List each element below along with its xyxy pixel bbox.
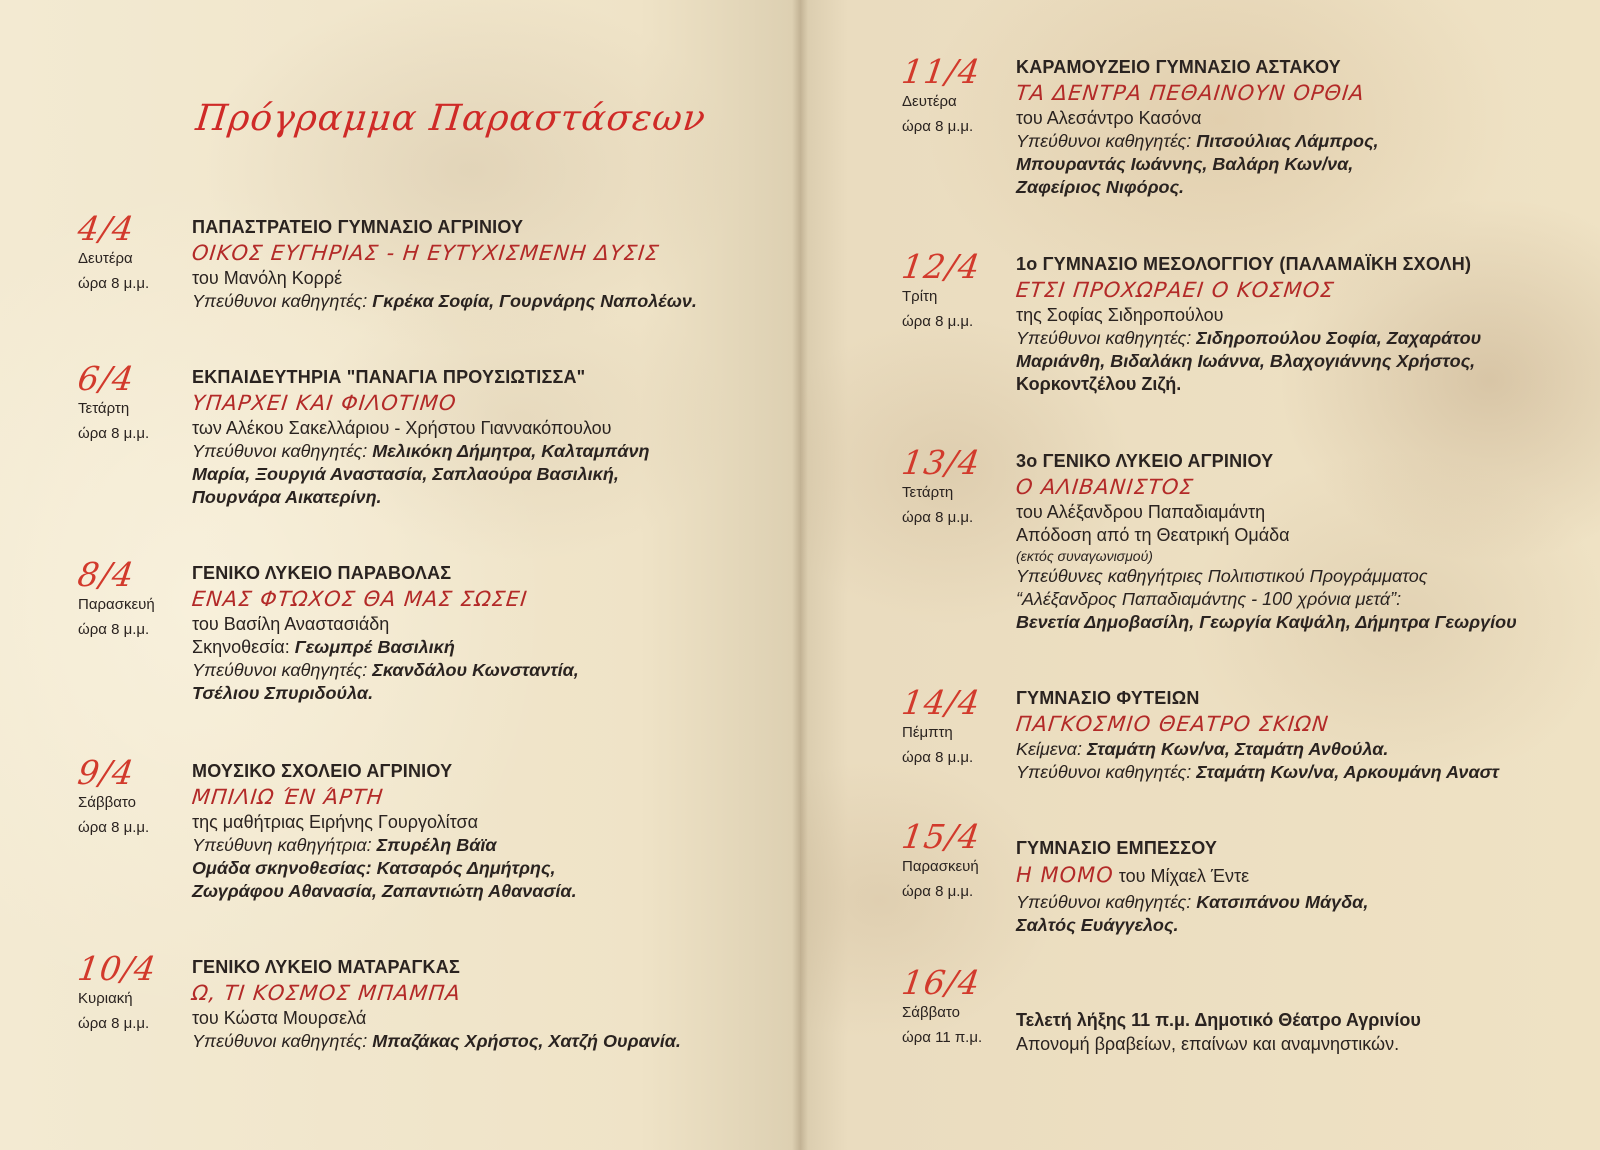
credits-line <box>1016 130 1379 153</box>
credits-label: Υπεύθυνοι καθηγητές: <box>192 660 368 680</box>
date: 11/4 <box>899 52 983 91</box>
school-name: ΚΑΡΑΜΟΥΖΕΙΟ ΓΥΜΝΑΣΙΟ ΑΣΤΑΚΟΥ <box>1016 57 1341 77</box>
credits-line <box>192 440 649 463</box>
credits-line <box>1016 738 1499 761</box>
credits-label: Υπεύθυνες καθηγήτριες Πολιτιστικού Προγράμματος <box>1016 566 1428 586</box>
credits-line <box>192 857 577 880</box>
author: των Αλέκου Σακελλάριου - Χρήστου Γιαννακόπουλου <box>192 418 612 438</box>
performance-info <box>192 215 697 313</box>
date: 6/4 <box>75 359 137 398</box>
performance-info <box>1016 252 1481 396</box>
weekday: Δευτέρα <box>902 93 957 110</box>
credits-label: Σκηνοθεσία: <box>192 637 290 657</box>
date: 12/4 <box>899 247 983 286</box>
author: του Αλέξανδρου Παπαδιαμάντη <box>1016 502 1266 522</box>
credits-names: Ζαφείριος Νιφόρος. <box>1016 177 1185 197</box>
showtime: ώρα 8 μ.μ. <box>78 425 150 442</box>
performance-info <box>1016 55 1379 199</box>
weekday: Τετάρτη <box>78 400 130 417</box>
date-block <box>899 683 1012 769</box>
credits-line <box>192 682 579 705</box>
date-block <box>75 949 188 1035</box>
author: του Βασίλη Αναστασιάδη <box>192 614 390 634</box>
credits-names: Κατσαρός Δημήτρης, <box>376 858 556 878</box>
credits-line <box>192 1030 681 1053</box>
school-name: 3ο ΓΕΝΙΚΟ ΛΥΚΕΙΟ ΑΓΡΙΝΙΟΥ <box>1016 451 1274 471</box>
play-title: ΥΠΑΡΧΕΙ ΚΑΙ ΦΙΛΟΤΙΜΟ <box>190 391 458 415</box>
credits-line <box>1016 611 1517 634</box>
play-title: ΤΑ ΔΕΝΤΡΑ ΠΕΘΑΙΝΟΥΝ ΟΡΘΙΑ <box>1014 81 1366 105</box>
weekday: Παρασκευή <box>78 596 155 613</box>
school-name: ΓΕΝΙΚΟ ΛΥΚΕΙΟ ΜΑΤΑΡΑΓΚΑΣ <box>192 957 460 977</box>
credits-label: Υπεύθυνοι καθηγητές: <box>192 291 368 311</box>
performance-info <box>1016 449 1517 634</box>
credits-names: Κορκοντζέλου Ζιζή. <box>1016 374 1182 394</box>
date-block <box>75 555 188 641</box>
school-name: ΠΑΠΑΣΤΡΑΤΕΙΟ ΓΥΜΝΑΣΙΟ ΑΓΡΙΝΙΟΥ <box>192 217 524 237</box>
credits-names: Μελικόκη Δήμητρα, Καλταμπάνη <box>372 441 650 461</box>
right-page <box>800 0 1600 1150</box>
credits-label: Υπεύθυνη καθηγήτρια: <box>192 835 372 855</box>
school-name: ΓΥΜΝΑΣΙΟ ΕΜΠΕΣΣΟΥ <box>1016 838 1218 858</box>
credits-names: Κατσιπάνου Μάγδα, <box>1196 892 1369 912</box>
credits-line <box>1016 588 1517 611</box>
credits-names: Πουρνάρα Αικατερίνη. <box>192 487 382 507</box>
weekday: Σάββατο <box>78 794 136 811</box>
credits-label: Υπεύθυνοι καθηγητές: <box>1016 762 1192 782</box>
school-name: 1ο ΓΥΜΝΑΣΙΟ ΜΕΣΟΛΟΓΓΙΟΥ (ΠΑΛΑΜΑΪΚΗ ΣΧΟΛΗ) <box>1016 254 1472 274</box>
credits-label: “Αλέξανδρος Παπαδιαμάντης - 100 χρόνια μετά”: <box>1016 589 1402 609</box>
play-title: ΟΙΚΟΣ ΕΥΓΗΡΙΑΣ - Η ΕΥΤΥΧΙΣΜΕΝΗ ΔΥΣΙΣ <box>190 241 661 265</box>
credits-line <box>192 290 697 313</box>
showtime: ώρα 8 μ.μ. <box>902 749 974 766</box>
closing-ceremony: Τελετή λήξης 11 π.μ. Δημοτικό Θέατρο Αγρινίου <box>1016 1010 1421 1030</box>
date-block <box>899 443 1012 529</box>
school-name: ΕΚΠΑΙΔΕΥΤΗΡΙΑ "ΠΑΝΑΓΙΑ ΠΡΟΥΣΙΩΤΙΣΣΑ" <box>192 367 586 387</box>
credits-names: Σιδηροπούλου Σοφία, Ζαχαράτου <box>1196 328 1482 348</box>
credits-label: Υπεύθυνοι καθηγητές: <box>192 1031 368 1051</box>
date: 16/4 <box>899 963 983 1002</box>
credits-label: Υπεύθυνοι καθηγητές: <box>1016 328 1192 348</box>
closing-info <box>1016 1008 1421 1056</box>
date: 4/4 <box>75 209 137 248</box>
author: του Αλεσάντρο Κασόνα <box>1016 108 1202 128</box>
date: 15/4 <box>899 817 983 856</box>
credits-line <box>192 659 579 682</box>
credits-label: Υπεύθυνοι καθηγητές: <box>1016 131 1192 151</box>
weekday: Δευτέρα <box>78 250 133 267</box>
credits-line <box>1016 350 1481 373</box>
credits-line <box>1016 891 1368 914</box>
play-title: ΕΤΣΙ ΠΡΟΧΩΡΑΕΙ Ο ΚΟΣΜΟΣ <box>1014 278 1336 302</box>
credits-names: Μπουραντάς Ιωάννης, Βαλάρη Κων/να, <box>1016 154 1354 174</box>
showtime: ώρα 8 μ.μ. <box>78 621 150 638</box>
author: της Σοφίας Σιδηροπούλου <box>1016 305 1224 325</box>
weekday: Παρασκευή <box>902 858 979 875</box>
play-title: ΜΠΙΛΙΩ ΈΝ ΆΡΤΗ <box>190 785 385 809</box>
play-title: Η ΜΟΜΟ <box>1016 863 1114 887</box>
school-name: ΜΟΥΣΙΚΟ ΣΧΟΛΕΙΟ ΑΓΡΙΝΙΟΥ <box>192 761 453 781</box>
credits-label: Ομάδα σκηνοθεσίας: <box>192 858 372 878</box>
date-block <box>899 963 1012 1049</box>
play-line <box>1016 860 1368 891</box>
showtime: ώρα 8 μ.μ. <box>902 883 974 900</box>
credits-line <box>1016 153 1379 176</box>
credits-line <box>1016 373 1481 396</box>
author: του Μανόλη Κορρέ <box>192 268 343 288</box>
showtime: ώρα 8 μ.μ. <box>902 118 974 135</box>
author: του Κώστα Μουρσελά <box>192 1008 367 1028</box>
credits-names: Σαλτός Ευάγγελος. <box>1016 915 1179 935</box>
adaptation-note: Απόδοση από τη Θεατρική Ομάδα <box>1016 525 1290 545</box>
credits-line <box>192 834 577 857</box>
credits-line <box>192 486 649 509</box>
date-block <box>899 52 1012 138</box>
performance-info <box>192 759 577 903</box>
date-block <box>899 817 1012 903</box>
credits-line <box>1016 914 1368 937</box>
school-name: ΓΥΜΝΑΣΙΟ ΦΥΤΕΙΩΝ <box>1016 688 1200 708</box>
credits-names: Σταμάτη Κων/να, Αρκουμάνη Αναστ <box>1196 762 1499 782</box>
credits-names: Μαριάνθη, Βιδαλάκη Ιωάννα, Βλαχογιάννης Χρήστος, <box>1016 351 1476 371</box>
performance-info <box>192 561 579 705</box>
showtime: ώρα 8 μ.μ. <box>78 275 150 292</box>
play-title: Ο ΑΛΙΒΑΝΙΣΤΟΣ <box>1014 475 1195 499</box>
date: 10/4 <box>75 949 159 988</box>
credits-line <box>192 636 579 659</box>
date: 13/4 <box>899 443 983 482</box>
credits-names: Μπαζάκας Χρήστος, Χατζή Ουρανία. <box>372 1031 681 1051</box>
page-title: Πρόγραμμα Παραστάσεων <box>193 98 709 139</box>
credits-label: Κείμενα: <box>1016 739 1082 759</box>
credits-names: Σταμάτη Κων/να, Σταμάτη Ανθούλα. <box>1086 739 1389 759</box>
page-fold <box>792 0 808 1150</box>
school-name: ΓΕΝΙΚΟ ΛΥΚΕΙΟ ΠΑΡΑΒΟΛΑΣ <box>192 563 452 583</box>
credits-line <box>192 880 577 903</box>
weekday: Τετάρτη <box>902 484 954 501</box>
play-title: ΠΑΓΚΟΣΜΙΟ ΘΕΑΤΡΟ ΣΚΙΩΝ <box>1014 712 1331 736</box>
credits-names: Σπυρέλη Βάϊα <box>376 835 497 855</box>
showtime: ώρα 8 μ.μ. <box>902 509 974 526</box>
credits-names: Πιτσούλιας Λάμπρος, <box>1196 131 1379 151</box>
credits-names: Τσέλιου Σπυριδούλα. <box>192 683 374 703</box>
credits-line <box>192 463 649 486</box>
credits-line <box>1016 565 1517 588</box>
credits-names: Ζωγράφου Αθανασία, Ζαπαντιώτη Αθανασία. <box>192 881 577 901</box>
author: της μαθήτριας Ειρήνης Γουργολίτσα <box>192 812 479 832</box>
performance-info <box>192 365 649 509</box>
credits-label: Υπεύθυνοι καθηγητές: <box>192 441 368 461</box>
date-block <box>75 359 188 445</box>
credits-line <box>1016 176 1379 199</box>
weekday: Τρίτη <box>902 288 938 305</box>
play-title: Ω, ΤΙ ΚΟΣΜΟΣ ΜΠΑΜΠΑ <box>190 981 463 1005</box>
credits-line <box>1016 761 1499 784</box>
credits-names: Γκρέκα Σοφία, Γουρνάρης Ναπολέων. <box>372 291 697 311</box>
credits-names: Μαρία, Ξουργιά Αναστασία, Σαπλαούρα Βασιλική, <box>192 464 619 484</box>
performance-info <box>1016 686 1499 784</box>
showtime: ώρα 11 π.μ. <box>902 1029 983 1046</box>
date-block <box>75 753 188 839</box>
weekday: Σάββατο <box>902 1004 960 1021</box>
weekday: Πέμπτη <box>902 724 953 741</box>
performance-info <box>1016 836 1368 937</box>
date: 14/4 <box>899 683 983 722</box>
credits-label: Υπεύθυνοι καθηγητές: <box>1016 892 1192 912</box>
play-title: ΕΝΑΣ ΦΤΩΧΟΣ ΘΑ ΜΑΣ ΣΩΣΕΙ <box>190 587 529 611</box>
showtime: ώρα 8 μ.μ. <box>78 1015 150 1032</box>
performance-info <box>192 955 681 1053</box>
competition-note: (εκτός συναγωνισμού) <box>1016 548 1153 564</box>
credits-names: Σκανδάλου Κωνσταντία, <box>372 660 579 680</box>
weekday: Κυριακή <box>78 990 133 1007</box>
showtime: ώρα 8 μ.μ. <box>902 313 974 330</box>
credits-line <box>1016 327 1481 350</box>
date: 9/4 <box>75 753 137 792</box>
author: του Μίχαελ Έντε <box>1118 866 1250 886</box>
credits-names: Γεωμπρέ Βασιλική <box>294 637 455 657</box>
date: 8/4 <box>75 555 137 594</box>
date-block <box>75 209 188 295</box>
showtime: ώρα 8 μ.μ. <box>78 819 150 836</box>
date-block <box>899 247 1012 333</box>
credits-names: Βενετία Δημοβασίλη, Γεωργία Καψάλη, Δήμητρα Γεωργίου <box>1016 612 1517 632</box>
awards-note: Απονομή βραβείων, επαίνων και αναμνηστικών. <box>1016 1034 1400 1054</box>
